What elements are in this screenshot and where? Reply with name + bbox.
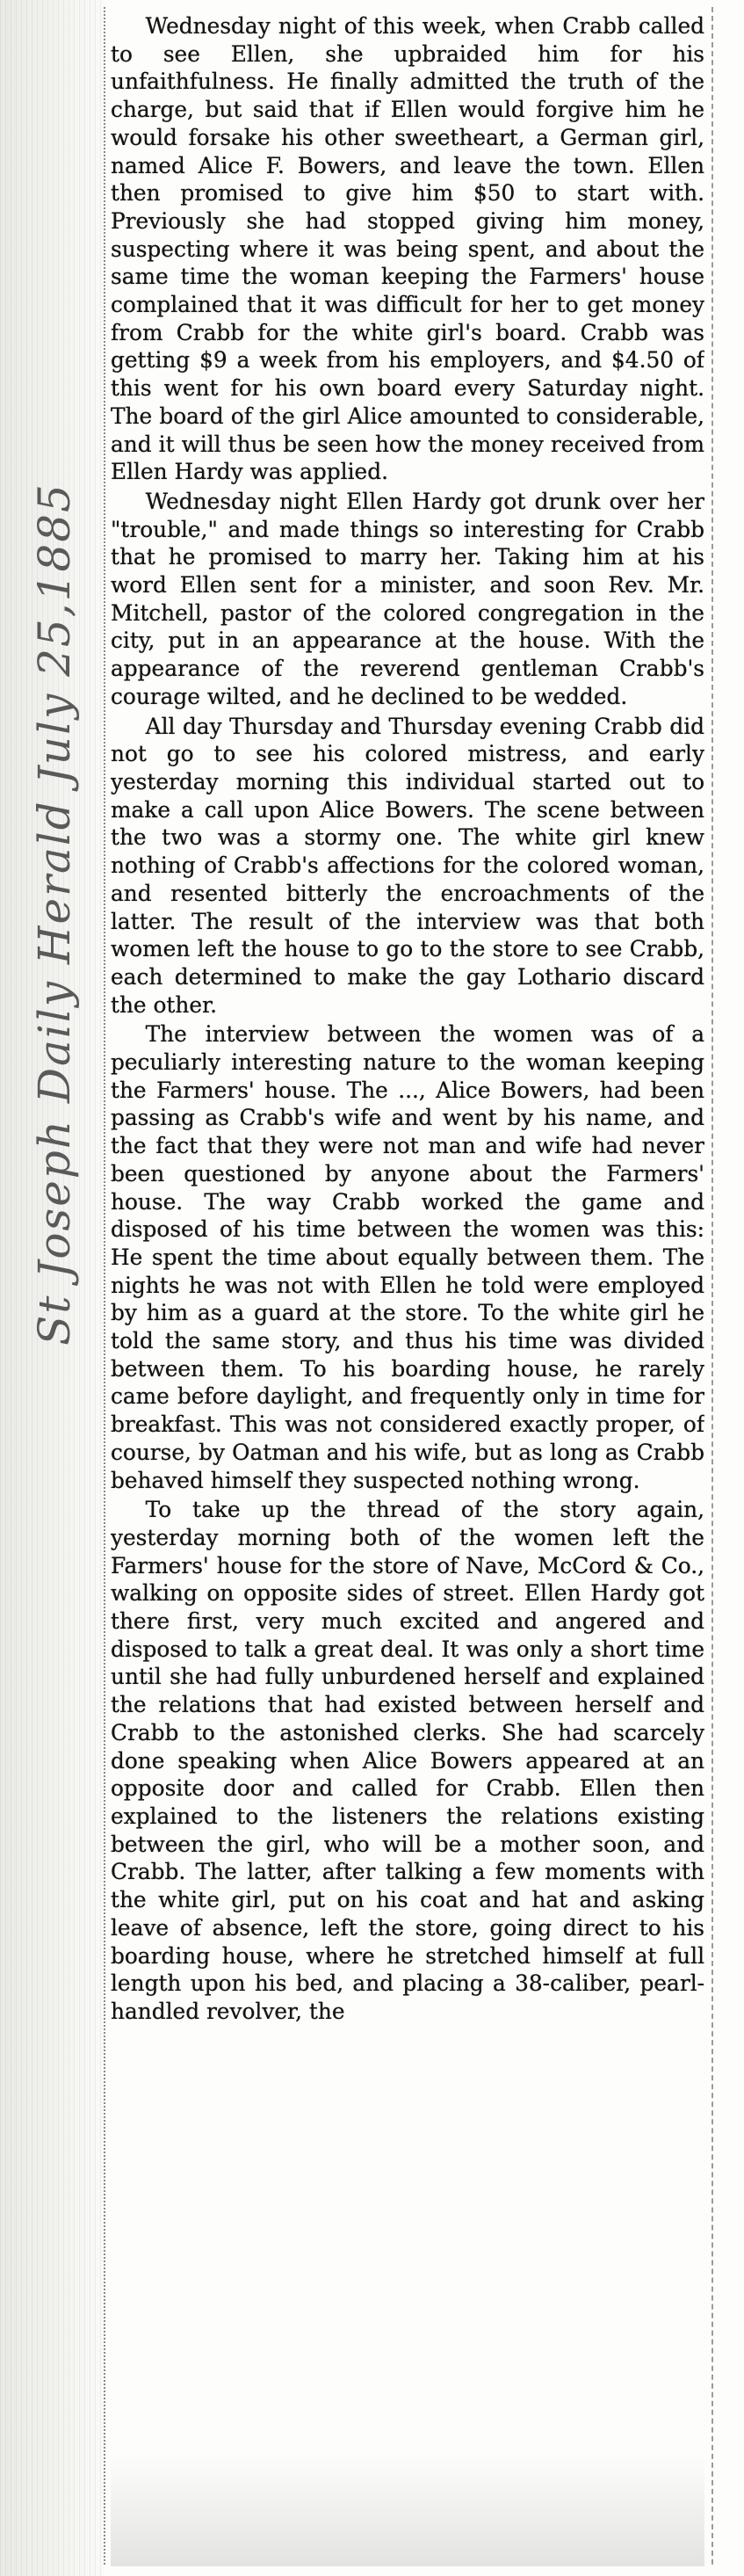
article-paragraph-5: To take up the thread of the story again, yesterday morning both of the women left the Farmers' house for the store of Nave, McCord & Co., walking on opposite sides of street. Ellen Hardy got there first, very much excited and angered and disposed to talk a great deal. It was only a short time until she had fully unburdened herself and explained the relations that had existed between herself and Crabb to the astonished clerks. She had scarcely done speaking when Alice Bowers appeared at an opposite door and called for Crabb. Ellen then explained to the listeners the relations existing between the girl, who will be a mother soon, and Crabb. The latter, after talking a few moments with the white girl, put on his coat and hat and asking leave of absence, left the store, going direct to his boarding house, where he stretched himself at full length upon his bed, and placing a 38-caliber, pearl-handled revolver, the: [111, 1497, 704, 2024]
left-margin: [0, 0, 104, 2576]
handwritten-source-note: St Joseph Daily Herald July 25,1885: [29, 483, 80, 1346]
article-paragraph-1: Wednesday night of this week, when Crabb called to see Ellen, she upbraided him for his unfaithfulness. He finally admitted the truth of the charge, but said that if Ellen would forgive him he would forsake his other sweetheart, a German girl, named Alice F. Bowers, and leave the town. Ellen then promised to give him $50 to start with. Previously she had stopped giving him money, suspecting where it was being spent, and about the same time the woman keeping the Farmers' house complained that it was difficult for her to get money from Crabb for the white girl's board. Crabb was getting $9 a week from his employers, and $4.50 of this went for his own board every Saturday night. The board of the girl Alice amounted to considerable, and it will thus be seen how the money received from Ellen Hardy was applied.: [111, 13, 704, 485]
article-paragraph-3: All day Thursday and Thursday evening Crabb did not go to see his colored mistress, and early yesterday morning this individual started out to make a call upon Alice Bowers. The scene between the two was a stormy one. The white girl knew nothing of Crabb's affections for the colored woman, and resented bitterly the encroachments of the latter. The result of the interview was that both women left the house to go to the store to see Crabb, each determined to make the gay Lothario discard the other.: [111, 713, 704, 1018]
article-column: [111, 12, 704, 2561]
article-paragraph-4: The interview between the women was of a peculiarly interesting nature to the woman keeping the Farmers' house. The ..., Alice Bowers, had been passing as Crabb's wife and went by his name, and the fact that they were not man and wife had never been questioned by anyone about the Farmers' house. The way Crabb worked the game and disposed of his time between the women was this: He spent the time about equally between them. The nights he was not with Ellen he told were employed by him as a guard at the store. To the white girl he told the same story, and thus his time was divided between them. To his boarding house, he rarely came before daylight, and frequently only in time for breakfast. This was not considered exactly proper, of course, by Oatman and his wife, but as long as Crabb behaved himself they suspected nothing wrong.: [111, 1021, 704, 1493]
article-paragraph-2: Wednesday night Ellen Hardy got drunk over her "trouble," and made things so interesting for Crabb that he promised to marry her. Taking him at his word Ellen sent for a minister, and soon Rev. Mr. Mitchell, pastor of the colored congregation in the city, put in an appearance at the house. With the appearance of the reverend gentleman Crabb's courage wilted, and he declined to be wedded.: [111, 488, 704, 709]
